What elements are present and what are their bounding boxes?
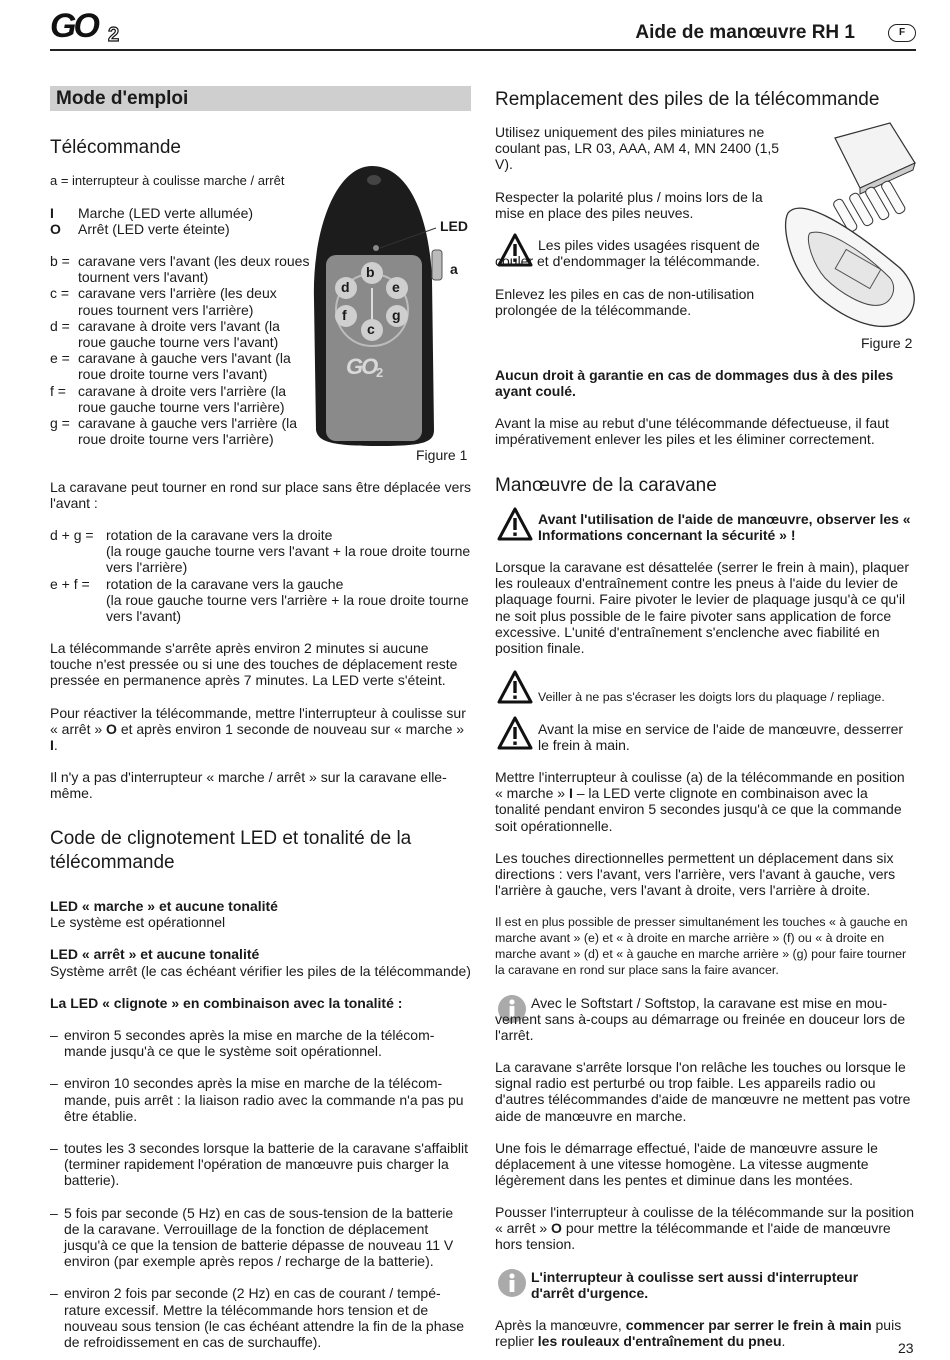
- no-switch-paragraph: Il n'y a pas d'interrupteur « marche / arrêt » sur la caravane elle-même.: [50, 769, 447, 802]
- svg-text:GO: GO: [50, 8, 97, 44]
- warranty-notice: Aucun droit à garantie en cas de dommages dus à des piles ayant coulé.: [495, 367, 894, 400]
- blink-dash-list: [50, 1027, 472, 1350]
- dash-item: [50, 1027, 472, 1059]
- after-text-4: les rouleaux d'entraînement du pneu: [537, 1333, 782, 1350]
- warning-icon: [497, 716, 533, 750]
- rotation-keys: d + g =: [50, 527, 94, 543]
- header-title: Aide de manœuvre RH 1: [635, 22, 855, 43]
- rotation-left-detail: (la roue gauche tourne vers l'arrière + la roue droite tourne vers l'avant): [106, 591, 469, 625]
- dash-symbol: –: [50, 1140, 58, 1157]
- rotation-text: rotation de la caravane vers la droite: [106, 527, 333, 543]
- dash-text: environ 2 fois par seconde (2 Hz) en cas de courant / température excessif. Mettre la télécommande hors tension et de nouveau sous tension (le cas échéant attendre la fin de la phase de refroidissement en cas de surchauffe).: [64, 1285, 465, 1351]
- warning-icon: [497, 670, 533, 704]
- page-number: 23: [898, 1340, 914, 1356]
- dash-symbol: –: [50, 1075, 58, 1092]
- remote-heading: Télécommande: [50, 137, 181, 158]
- figure2-caption: Figure 2: [861, 335, 913, 351]
- key-item-d: [50, 318, 310, 350]
- dash-item: [50, 1205, 472, 1270]
- led-off-title: LED « arrêt » et aucune tonalité: [50, 946, 260, 963]
- homogeneous-paragraph: Une fois le démarrage effectué, l'aide de manœuvre assure le déplacement à une vitesse homogène. La vitesse augmente légèrement dans les pentes et diminue dans les montées.: [495, 1140, 878, 1189]
- led-off-text: Système arrêt (le cas échéant vérifier les piles de la télécommande): [50, 962, 471, 979]
- key-text: caravane à droite vers l'arrière (la roue gauche tourne vers l'arrière): [78, 382, 287, 415]
- switch-off-text-2: pour mettre la télécommande et l'aide de manœuvre hors tension.: [495, 1220, 891, 1253]
- off-symbol-inline: O: [106, 721, 117, 738]
- header-logo: [50, 8, 130, 44]
- on-text: Marche (LED verte allumée): [78, 205, 254, 221]
- reactivate-text-2: et après environ 1 seconde de nouveau sur « marche »: [120, 721, 465, 738]
- auto-off-paragraph: La télécommande s'arrête après environ 2 minutes si aucune touche n'est pressée ou si une des touches de déplacement reste pressée en permanence après 7 minutes. La LED verte s'éteint.: [50, 640, 458, 689]
- battery-heading: Remplacement des piles de la télécommande: [495, 89, 880, 110]
- battery-remove-paragraph: Enlevez les piles en cas de non-utilisation prolongée de la télécommande.: [495, 286, 755, 319]
- after-text-3: puis replier: [495, 1317, 902, 1350]
- dash-item: [50, 1285, 472, 1350]
- figure2-battery-illustration: [780, 118, 920, 333]
- remote-button-b: b: [366, 264, 375, 280]
- after-maneuver-paragraph: [495, 1317, 915, 1349]
- after-text-1: Après la manœuvre,: [495, 1317, 622, 1333]
- dash-text: toutes les 3 secondes lorsque la batterie de la caravane s'affaiblit (terminer rapidement l'opération de manœuvre puis charger la batterie).: [64, 1140, 468, 1189]
- battery-warning-text: Les piles vides usagées risquent de couler et d'endommager la télécommande.: [495, 237, 760, 270]
- led-status-list: [50, 898, 480, 1011]
- language-badge-label: F: [898, 27, 906, 38]
- key-letter: b =: [50, 253, 70, 269]
- switch-on-paragraph: [495, 769, 915, 834]
- on-symbol-inline: I: [568, 785, 573, 802]
- remote-button-c: c: [367, 321, 375, 337]
- header-rule: [50, 49, 916, 51]
- switch-on-text-1: Mettre l'interrupteur à coulisse (a) de la télécommande en position « marche »: [495, 769, 905, 802]
- reactivate-paragraph: Pour réactiver la télécommande, mettre l'interrupteur à coulisse sur « arrêt » O et après environ 1 seconde de nouveau sur « marche » I.: [50, 705, 466, 754]
- section-bar-mode-emploi: [50, 86, 471, 111]
- rotation-right-detail: (la rouge gauche tourne vers l'avant + la roue droite tourne vers l'arrière): [106, 543, 471, 576]
- figure1-remote-illustration: [300, 160, 475, 450]
- led-blink-title: La LED « clignote » en combinaison avec la tonalité :: [50, 994, 403, 1011]
- key-item-b: [50, 253, 310, 285]
- led-code-heading: Code de clignotement LED et tonalité de la télécommande: [50, 828, 412, 873]
- switch-on-text-2: – la LED verte clignote en combinaison avec la tonalité pendant environ 5 secondes jusqu'à ce que la commande soit opérationnelle.: [495, 785, 902, 834]
- handbrake-warning-text: Avant la mise en service de l'aide de manœuvre, desserrer le frein à main.: [538, 721, 904, 754]
- key-item-g: [50, 415, 310, 447]
- battery-compartment-graphic: [780, 118, 920, 333]
- stops-paragraph: La caravane s'arrête lorsque l'on relâche les touches ou lorsque le signal radio est perturbé ou trop faible. Les appareils radio ou d'autres télécommandes d'aide de manœuvre ne mettent pas votre aide de manœuvre en marche.: [495, 1059, 911, 1124]
- on-symbol-inline: I: [50, 737, 54, 754]
- after-text-5: .: [781, 1333, 786, 1350]
- rotation-right: [50, 527, 472, 543]
- rotation-list: [50, 527, 472, 624]
- remote-button-e: e: [392, 279, 400, 295]
- rotation-keys: e + f =: [50, 575, 90, 592]
- remote-button-g: g: [392, 307, 401, 323]
- remote-button-d: d: [341, 279, 350, 295]
- off-text: Arrêt (LED verte éteinte): [78, 221, 230, 238]
- key-text: caravane vers l'avant (les deux roues tournent vers l'avant): [78, 253, 310, 286]
- fingers-warning-text: Veiller à ne pas s'écraser les doigts lors du plaquage / repliage.: [538, 690, 885, 704]
- on-off-legend: [50, 205, 290, 237]
- dash-text: environ 10 secondes après la mise en marche de la télécommande, puis arrêt : la liaison radio avec la commande n'a pas pu être établie.: [64, 1075, 464, 1124]
- key-text: caravane à droite vers l'avant (la roue gauche tourne vers l'avant): [78, 317, 280, 351]
- key-letter: g =: [50, 415, 70, 432]
- after-text-2: commencer par serrer le frein à main: [625, 1317, 872, 1333]
- dash-text: 5 fois par seconde (5 Hz) en cas de sous-tension de la batterie de la caravane. Verrouillage de la fonction de déplacement jusqu'à ce que la tension de batterie dépasse de nouveau 11 V environ (par exemple après repos / recharge de la batterie).: [64, 1204, 454, 1270]
- rotation-text: rotation de la caravane vers la gauche: [106, 575, 344, 592]
- remote-button-f: f: [342, 307, 347, 323]
- dash-item: [50, 1140, 472, 1189]
- switch-off-paragraph: [495, 1204, 915, 1253]
- on-symbol: I: [50, 205, 54, 221]
- dash-item: [50, 1075, 472, 1124]
- key-letter: e =: [50, 350, 70, 367]
- rotate-intro: La caravane peut tourner en rond sur place sans être déplacée vers l'avant :: [50, 479, 472, 512]
- switch-off-text-1: Pousser l'interrupteur à coulisse de la télécommande sur la position « arrêt »: [495, 1204, 915, 1237]
- remote-logo: GO: [346, 354, 377, 379]
- figure1-caption: Figure 1: [416, 447, 468, 463]
- language-badge: [888, 24, 916, 42]
- svg-text:2: 2: [108, 24, 120, 44]
- remote-control-graphic: [300, 160, 475, 450]
- key-letter: f =: [50, 382, 66, 399]
- switch-a-description: a = interrupteur à coulisse marche / arrêt: [50, 173, 285, 188]
- uncoupled-paragraph: Lorsque la caravane est désattelée (serrer le frein à main), plaquer les rouleaux d'entraînement contre les pneus à l'aide du levier de plaquage fourni. Faire pivoter le levier de plaquage jusqu'à ce qu'il ne soit plus possible de le faire pivoter sans application de force excessive. L'unité d'entraînement s'enclenche avec fiabilité en position finale.: [495, 559, 909, 657]
- softstart-paragraph: Avec le Softstart / Softstop, la caravane est mise en mouvement sans à-coups au démarrage ou freinée en douceur lors de l'arrêt.: [495, 995, 906, 1044]
- off-symbol: O: [50, 221, 61, 238]
- maneuver-heading: Manœuvre de la caravane: [495, 475, 717, 496]
- dash-text: environ 5 secondes après la mise en marche de la télécommande jusqu'à ce que le système soit opérationnel.: [64, 1027, 435, 1060]
- emergency-stop-notice: L'interrupteur à coulisse sert aussi d'interrupteur d'arrêt d'urgence.: [531, 1269, 859, 1302]
- rotation-left: [50, 576, 472, 592]
- key-letter: c =: [50, 285, 70, 302]
- figure1-a-label: a: [450, 261, 458, 277]
- battery-type-paragraph: Utilisez uniquement des piles miniatures ne coulant pas, LR 03, AAA, AM 4, MN 2400 (1,5 V).: [495, 124, 780, 173]
- svg-text:2: 2: [376, 365, 384, 380]
- dash-symbol: –: [50, 1285, 58, 1302]
- safety-warning-text: Avant l'utilisation de l'aide de manœuvre, observer les « Informations concernant la sécurité » !: [538, 511, 911, 544]
- off-symbol-inline: O: [551, 1220, 562, 1237]
- key-letter: d =: [50, 317, 70, 334]
- key-item-c: [50, 285, 310, 317]
- section-bar-title: Mode d'emploi: [56, 88, 189, 109]
- led-on-title: LED « marche » et aucune tonalité: [50, 898, 278, 914]
- warning-icon: [497, 507, 533, 541]
- key-item-f: [50, 383, 310, 415]
- key-text: caravane à gauche vers l'arrière (la roue droite tourne vers l'arrière): [78, 415, 298, 448]
- key-item-e: [50, 350, 310, 382]
- battery-polarity-paragraph: Respecter la polarité plus / moins lors de la mise en place des piles neuves.: [495, 189, 763, 222]
- six-directions-paragraph: Les touches directionnelles permettent un déplacement dans six directions : vers l'avant, vers l'arrière, vers l'avant à gauche, vers l'arrière à gauche, vers l'avant à droite, vers l'arrière à droite.: [495, 850, 896, 899]
- figure1-led-label: LED: [440, 218, 468, 234]
- info-icon: [497, 1268, 527, 1298]
- simultaneous-paragraph: Il est en plus possible de presser simultanément les touches « à gauche en marche avant » (e) et « à droite en marche arrière » (f) ou « à droite en marche avant » (d) et « à gauche en marche arrière » (g) pour faire tourner la caravane en rond sur place sans la faire avancer.: [495, 915, 908, 977]
- key-text: caravane à gauche vers l'avant (la roue droite tourne vers l'avant): [78, 350, 291, 383]
- dash-symbol: –: [50, 1204, 58, 1221]
- key-text: caravane vers l'arrière (les deux roues tournent vers l'arrière): [78, 285, 277, 318]
- led-on-text: Le système est opérationnel: [50, 914, 226, 931]
- go2-logo-graphic: [50, 8, 130, 44]
- dash-symbol: –: [50, 1027, 58, 1043]
- reactivate-text-1: Pour réactiver la télécommande, mettre l'interrupteur à coulisse sur « arrêt »: [50, 705, 466, 738]
- key-list: [50, 253, 310, 447]
- disposal-paragraph: Avant la mise au rebut d'une télécommande défectueuse, il faut impérativement enlever les piles et les éliminer correctement.: [495, 415, 889, 448]
